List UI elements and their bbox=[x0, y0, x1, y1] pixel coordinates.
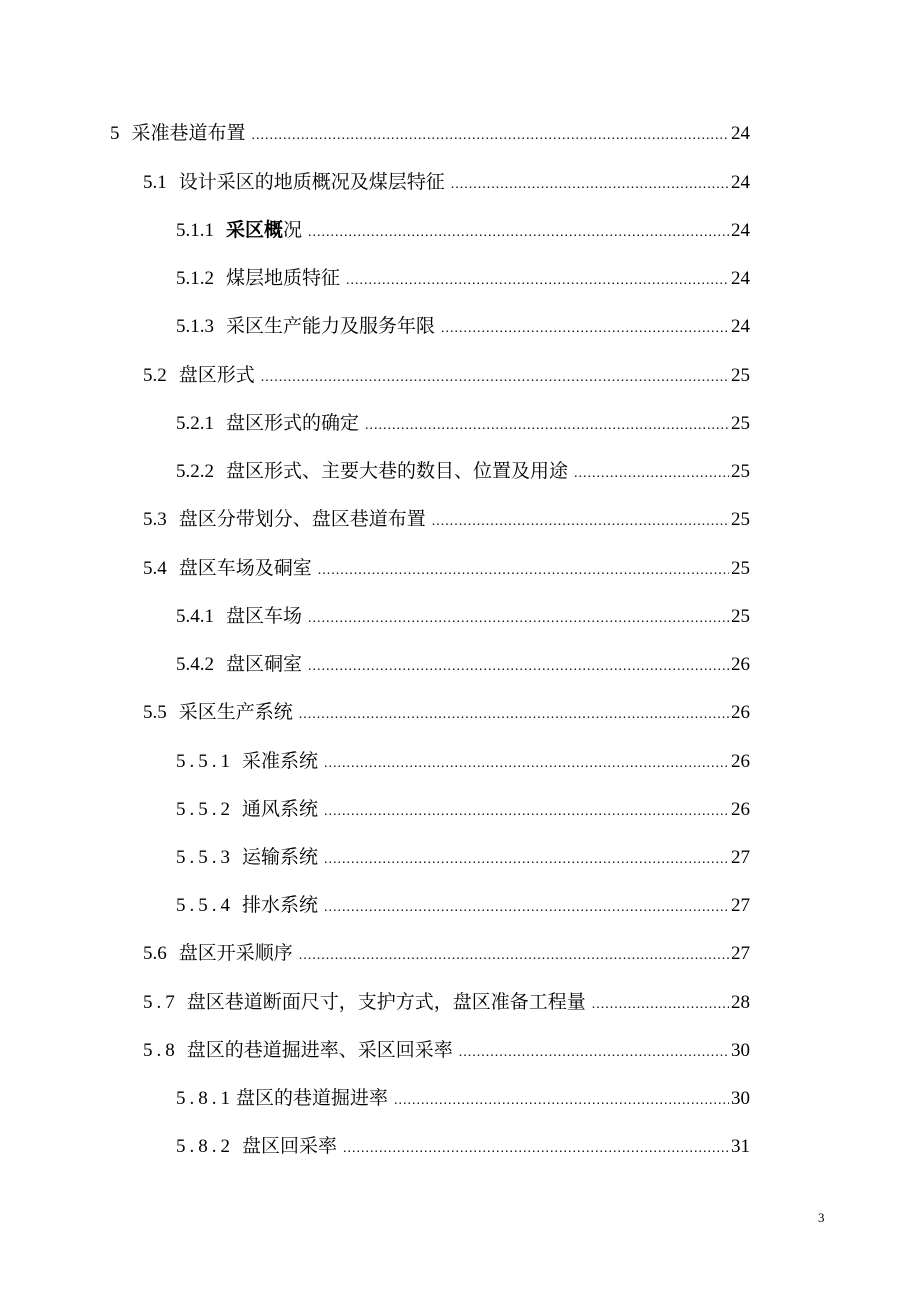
page-number: 3 bbox=[818, 1210, 825, 1225]
toc-leader-dots bbox=[346, 267, 729, 295]
toc-number: 5.1 bbox=[143, 172, 167, 193]
toc-number: 5.5.1 bbox=[176, 751, 234, 772]
toc-title: 盘区形式 bbox=[178, 365, 255, 386]
toc-title: 盘区车场及硐室 bbox=[178, 558, 312, 579]
toc-title: 排水系统 bbox=[242, 895, 319, 916]
toc-leader-dots bbox=[394, 1087, 729, 1115]
toc-leader-dots bbox=[441, 315, 729, 343]
toc-entry-5-4-2[interactable] bbox=[176, 651, 750, 679]
toc-page-number: 25 bbox=[731, 365, 750, 386]
toc-leader-dots bbox=[299, 701, 729, 729]
toc-leader-dots bbox=[324, 846, 729, 874]
toc-leader-dots bbox=[252, 122, 729, 150]
toc-number: 5.1.1 bbox=[176, 220, 214, 241]
toc-number: 5.2.2 bbox=[176, 461, 214, 482]
toc-title: 盘区开采顺序 bbox=[178, 943, 293, 964]
toc-number: 5.8.1 bbox=[176, 1088, 234, 1109]
toc-title-rest-part: 况 bbox=[283, 220, 303, 241]
toc-number: 5.5.4 bbox=[176, 895, 234, 916]
toc-leader-dots bbox=[365, 412, 729, 440]
toc-title: 煤层地质特征 bbox=[226, 268, 341, 289]
toc-entry-5-6[interactable] bbox=[143, 940, 750, 968]
toc-page-number: 30 bbox=[731, 1040, 750, 1061]
toc-entry-5-4[interactable] bbox=[143, 555, 750, 583]
toc-leader-dots bbox=[318, 557, 729, 585]
toc-entry-5-1-2[interactable] bbox=[176, 265, 750, 293]
toc-number: 5.6 bbox=[143, 943, 167, 964]
toc-leader-dots bbox=[324, 750, 729, 778]
toc-title: 设计采区的地质概况及煤层特征 bbox=[178, 172, 445, 193]
toc-title: 采准系统 bbox=[242, 751, 319, 772]
toc-title: 盘区巷道断面尺寸，支护方式，盘区准备工程量 bbox=[186, 992, 586, 1013]
toc-title: 盘区的巷道掘进率、采区回采率 bbox=[186, 1040, 453, 1061]
toc-number: 5.2.1 bbox=[176, 413, 214, 434]
toc-number: 5.2 bbox=[143, 365, 167, 386]
toc-page-number: 25 bbox=[731, 461, 750, 482]
toc-number: 5.7 bbox=[143, 992, 179, 1013]
toc-entry-5-1-3[interactable] bbox=[176, 313, 750, 341]
toc-entry-5-5[interactable] bbox=[143, 699, 750, 727]
toc-number: 5 bbox=[110, 123, 120, 144]
toc-title: 盘区回采率 bbox=[242, 1136, 338, 1157]
toc-page-number: 26 bbox=[731, 702, 750, 723]
toc-title-bold-part: 采区概 bbox=[226, 220, 284, 241]
toc-title bbox=[226, 217, 302, 245]
toc-page-number: 24 bbox=[731, 268, 750, 289]
toc-page-number: 24 bbox=[731, 123, 750, 144]
toc-title: 采区生产系统 bbox=[178, 702, 293, 723]
toc-page-number: 31 bbox=[731, 1136, 750, 1157]
toc-entry-5-2-2[interactable] bbox=[176, 458, 750, 486]
toc-number: 5.4.1 bbox=[176, 606, 214, 627]
toc-leader-dots bbox=[459, 1039, 729, 1067]
toc-title: 盘区硐室 bbox=[226, 654, 303, 675]
toc-title: 采准巷道布置 bbox=[131, 123, 246, 144]
toc-page-number: 27 bbox=[731, 943, 750, 964]
toc-page-number: 24 bbox=[731, 316, 750, 337]
toc-leader-dots bbox=[308, 653, 729, 681]
toc-entry-5-8-2[interactable] bbox=[176, 1133, 750, 1161]
toc-entry-5-2[interactable] bbox=[143, 362, 750, 390]
toc-entry-5-5-3[interactable] bbox=[176, 844, 750, 872]
toc-leader-dots bbox=[299, 942, 729, 970]
toc-number: 5.5.2 bbox=[176, 799, 234, 820]
toc-entry-5-3[interactable] bbox=[143, 506, 750, 534]
toc-number: 5.5 bbox=[143, 702, 167, 723]
toc-page-number: 27 bbox=[731, 895, 750, 916]
toc-number: 5.1.3 bbox=[176, 316, 214, 337]
toc-page-number: 26 bbox=[731, 751, 750, 772]
toc-title: 盘区形式、主要大巷的数目、位置及用途 bbox=[226, 461, 569, 482]
toc-leader-dots bbox=[324, 798, 729, 826]
toc-number: 5.8.2 bbox=[176, 1136, 234, 1157]
toc-entry-5-8-1[interactable] bbox=[176, 1085, 750, 1113]
toc-leader-dots bbox=[451, 171, 729, 199]
toc-number: 5.8 bbox=[143, 1040, 179, 1061]
toc-page-number: 25 bbox=[731, 606, 750, 627]
toc-leader-dots bbox=[308, 605, 729, 633]
toc-number: 5.1.2 bbox=[176, 268, 214, 289]
toc-entry-5-8[interactable] bbox=[143, 1037, 750, 1065]
toc-title: 盘区车场 bbox=[226, 606, 303, 627]
toc-title: 运输系统 bbox=[242, 847, 319, 868]
toc-number: 5.4 bbox=[143, 558, 167, 579]
toc-entry-5-5-2[interactable] bbox=[176, 796, 750, 824]
toc-entry-5-7[interactable] bbox=[143, 989, 750, 1017]
toc-entry-5-5-1[interactable] bbox=[176, 748, 750, 776]
toc-title: 盘区的巷道掘进率 bbox=[236, 1088, 389, 1109]
toc-entry-5-1[interactable] bbox=[143, 169, 750, 197]
toc-page-number: 28 bbox=[731, 992, 750, 1013]
toc-leader-dots bbox=[432, 508, 729, 536]
toc-entry-5[interactable] bbox=[110, 120, 750, 148]
toc-entry-5-4-1[interactable] bbox=[176, 603, 750, 631]
toc-number: 5.4.2 bbox=[176, 654, 214, 675]
toc-page-number: 30 bbox=[731, 1088, 750, 1109]
toc-leader-dots bbox=[324, 894, 729, 922]
toc-leader-dots bbox=[592, 991, 729, 1019]
toc-entry-5-1-1[interactable] bbox=[176, 217, 750, 245]
toc-page-number: 24 bbox=[731, 220, 750, 241]
toc-entry-5-5-4[interactable] bbox=[176, 892, 750, 920]
toc-title: 通风系统 bbox=[242, 799, 319, 820]
toc-page-number: 25 bbox=[731, 413, 750, 434]
toc-leader-dots bbox=[308, 219, 729, 247]
toc-leader-dots bbox=[343, 1135, 729, 1163]
toc-page-number: 24 bbox=[731, 172, 750, 193]
toc-entry-5-2-1[interactable] bbox=[176, 410, 750, 438]
toc-number: 5.5.3 bbox=[176, 847, 234, 868]
toc-title: 盘区形式的确定 bbox=[226, 413, 360, 434]
toc-leader-dots bbox=[261, 364, 729, 392]
toc-page-number: 26 bbox=[731, 654, 750, 675]
toc-page-number: 27 bbox=[731, 847, 750, 868]
toc-number: 5.3 bbox=[143, 509, 167, 530]
toc-title: 采区生产能力及服务年限 bbox=[226, 316, 436, 337]
toc-page-number: 25 bbox=[731, 509, 750, 530]
toc-page-number: 25 bbox=[731, 558, 750, 579]
toc-page-number: 26 bbox=[731, 799, 750, 820]
toc-leader-dots bbox=[574, 460, 729, 488]
toc-title: 盘区分带划分、盘区巷道布置 bbox=[178, 509, 426, 530]
